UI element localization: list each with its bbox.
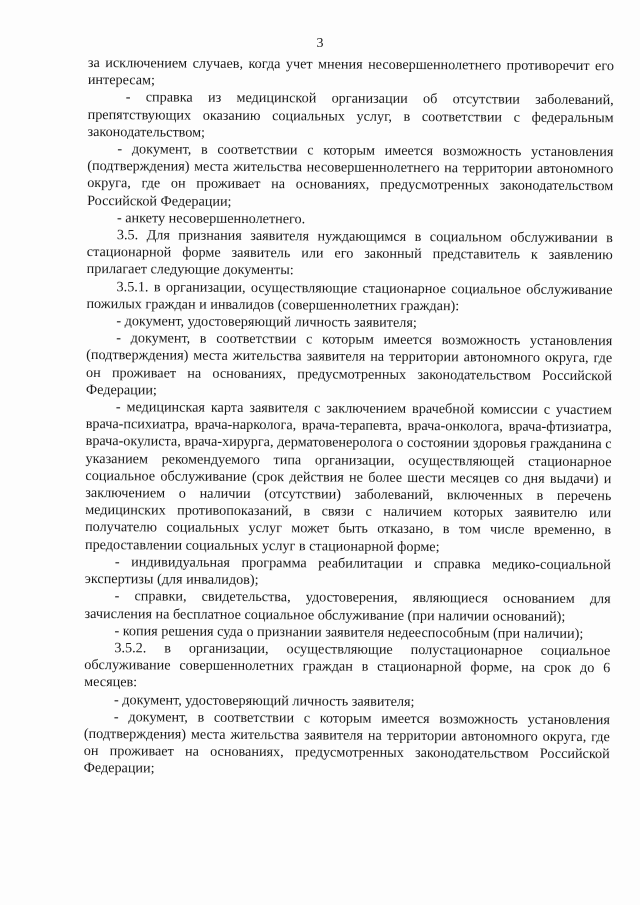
paragraph-1: за исключением случаев, когда учет мнения несовершеннолетнего противоречит его интересам; bbox=[87, 55, 614, 89]
paragraph-7: - документ, удостоверяющий личность заявителя; bbox=[116, 313, 417, 332]
paragraph-2: - справка из медицинской организации об отсутствии заболеваний, препятствующих оказанию социальных услуг, в соответствии с федеральным законодательством; bbox=[87, 89, 614, 141]
paragraph-3: - документ, в соответствии с которым имеется возможность установления (подтверждения) места жительства несовершеннолетнего на территории автономного округа, где он проживает на основаниях, предусмотренных законодательством Российской Федерации; bbox=[87, 141, 614, 210]
paragraph-5: 3.5. Для признания заявителя нуждающимся в социальном обслуживании в стационарной форме заявитель или его законный представитель к заявлению прилагает следующие документы: bbox=[86, 227, 613, 279]
page-number: 3 bbox=[316, 36, 324, 51]
paragraph-9: - медицинская карта заявителя с заключением врачебной комиссии с участием врача-психиатра, врача-нарколога, врача-терапевта, врача-онколога, врача-фтизиатра, врача-окулиста, врача-хирурга, дерматовенеролога о состоянии здоровья гражданина с указанием рекомендуемого типа организации, осуществляющей стационарное социальное обслуживание (срок действия не более шести месяцев со дня выдачи) и заключением о наличии (отсутствии) заболеваний, включенных в перечень медицинских противопоказаний, в связи с наличием которых заявителю или получателю социальных услуг может быть отказано, в том числе временно, в предоставлении социальных услуг в стационарной форме; bbox=[84, 399, 612, 555]
paragraph-8: - документ, в соответствии с которым имеется возможность установления (подтверждения) места жительства заявителя на территории автономного округа, где он проживает на основаниях, предусмотренных законодательством Российской Федерации; bbox=[85, 330, 613, 399]
paragraph-4: - анкету несовершеннолетнего. bbox=[116, 210, 306, 228]
paragraph-14: - документ, удостоверяющий личность заявителя; bbox=[114, 691, 415, 710]
paragraph-12: - копия решения суда о признании заявителя недееспособным (при наличии); bbox=[114, 622, 584, 642]
paragraph-13: 3.5.2. в организации, осуществляющие полустационарное социальное обслуживание совершеннолетних граждан в стационарной форме, на срок до 6 месяцев: bbox=[84, 640, 611, 691]
paragraph-11: - справки, свидетельства, удостоверения, являющиеся основанием для зачисления на бесплатное социальное обслуживание (при наличии оснований); bbox=[84, 588, 611, 625]
paragraph-10: - индивидуальная программа реабилитации и справка медико-социальной экспертизы (для инвалидов); bbox=[84, 554, 611, 589]
document-body bbox=[84, 55, 614, 781]
paragraph-6: 3.5.1. в организации, осуществляющие стационарное социальное обслуживание пожилых граждан и инвалидов (совершеннолетних граждан): bbox=[86, 278, 613, 315]
paragraph-15: - документ, в соответствии с которым имеется возможность установления (подтверждения) места жительства заявителя на территории автономного округа, где он проживает на основаниях, предусмотренных законодательством Российской Федерации; bbox=[83, 708, 610, 777]
